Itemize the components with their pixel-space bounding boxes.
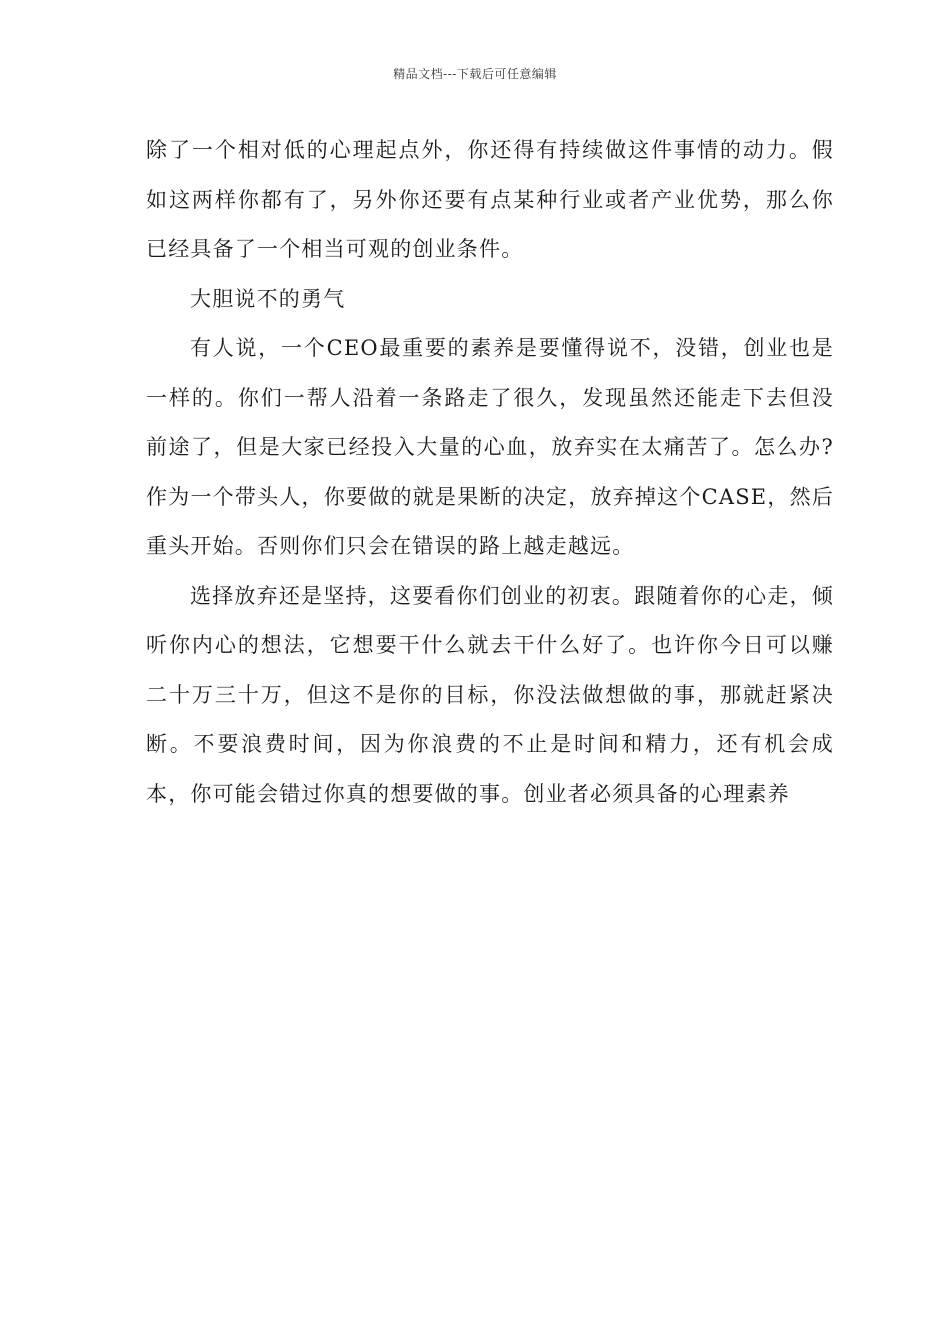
paragraph-3: 选择放弃还是坚持，这要看你们创业的初衷。跟随着你的心走，倾听你内心的想法，它想要干什么就去干什么好了。也许你今日可以赚二十万三十万，但这不是你的目标，你没法做想做的事，那就赶紧决断。不要浪费时间，因为你浪费的不止是时间和精力，还有机会成本，你可能会错过你真的想要做的事。创业者必须具备的心理素养 xyxy=(146,583,834,806)
document-body xyxy=(146,126,834,819)
paragraph-2: 有人说，一个CEO最重要的素养是要懂得说不，没错，创业也是一样的。你们一帮人沿着一条路走了很久，发现虽然还能走下去但没前途了，但是大家已经投入大量的心血，放弃实在太痛苦了。怎么办?作为一个带头人，你要做的就是果断的决定，放弃掉这个CASE，然后重头开始。否则你们只会在错误的路上越走越远。 xyxy=(146,336,834,558)
page-header: 精品文档---下载后可任意编辑 xyxy=(393,67,557,81)
section-heading: 大胆说不的勇气 xyxy=(190,286,346,311)
paragraph-1: 除了一个相对低的心理起点外，你还得有持续做这件事情的动力。假如这两样你都有了，另外你还要有点某种行业或者产业优势，那么你已经具备了一个相当可观的创业条件。 xyxy=(146,138,834,261)
